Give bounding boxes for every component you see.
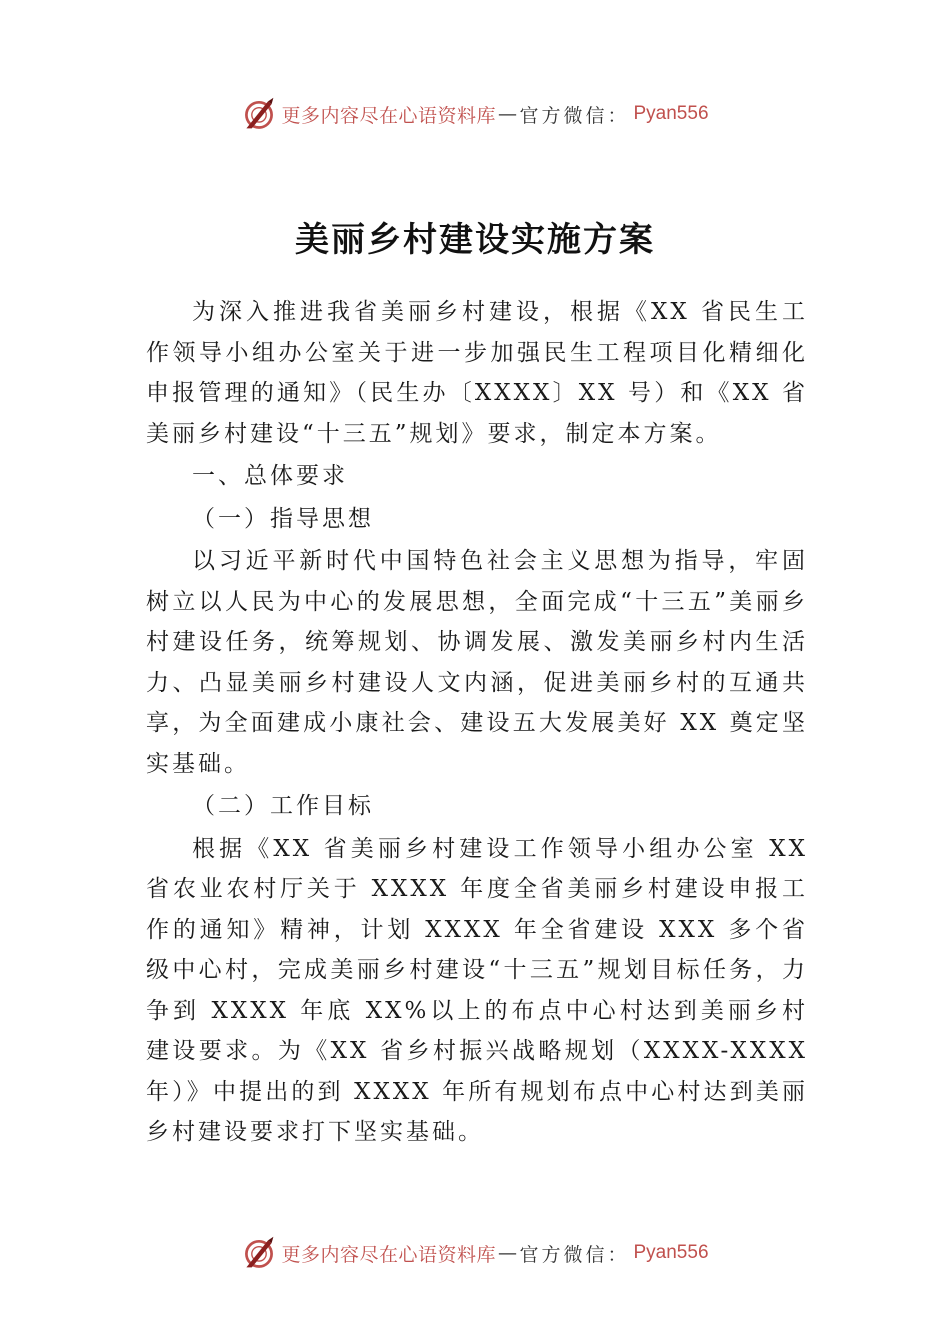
section-heading-general-requirements: 一、总体要求 (192, 463, 348, 489)
guiding-ideology-paragraph: 以习近平新时代中国特色社会主义思想为指导，牢固树立以人民为中心的发展思想，全面完成“十三五”美丽乡村建设任务，统筹规划、协调发展、激发美丽乡村内生活力、凸显美丽乡村建设人文内涵，促进美丽乡村的互通共享，为全面建成小康社会、建设五大发展美好 XX 奠定坚实基础。 (146, 548, 808, 777)
intro-paragraph: 为深入推进我省美丽乡村建设，根据《XX 省民生工作领导小组办公室关于进一步加强民生工程项目化精细化申报管理的通知》（民生办〔XXXX〕XX 号）和《XX 省美丽乡村建设“十三五”规划》要求，制定本方案。 (146, 299, 808, 447)
watermark-separator: — (497, 103, 518, 125)
watermark-text: 更多内容尽在心语资料库 (281, 104, 496, 127)
watermark-label: 官方微信： (519, 1243, 630, 1266)
watermark-wechat-id: Pyan556 (633, 1242, 709, 1263)
watermark-header (0, 94, 950, 134)
watermark-wechat-id: Pyan556 (633, 103, 709, 124)
document-title: 美丽乡村建设实施方案 (295, 220, 655, 260)
quill-seal-icon (241, 96, 277, 132)
quill-seal-icon (241, 1235, 277, 1271)
watermark-label: 官方微信： (519, 104, 630, 127)
watermark-text: 更多内容尽在心语资料库 (281, 1243, 496, 1266)
document-body (146, 292, 808, 1153)
work-goals-paragraph: 根据《XX 省美丽乡村建设工作领导小组办公室 XX 省农业农村厅关于 XXXX 年度全省美丽乡村建设申报工作的通知》精神，计划 XXXX 年全省建设 XXX 多个省级中心村，完成美丽乡村建设“十三五”规划目标任务，力争到 XXXX 年底 XX%以上的布点中心村达到美丽乡村建设要求。为《XX 省乡村振兴战略规划（XXXX-XXXX 年）》中提出的到 XXXX 年所有规划布点中心村达到美丽乡村建设要求打下坚实基础。 (146, 835, 808, 1145)
subsection-heading-work-goals: （二）工作目标 (192, 793, 374, 819)
watermark-footer (0, 1233, 950, 1273)
subsection-heading-guiding-ideology: （一）指导思想 (192, 505, 374, 532)
watermark-separator: — (497, 1242, 518, 1264)
